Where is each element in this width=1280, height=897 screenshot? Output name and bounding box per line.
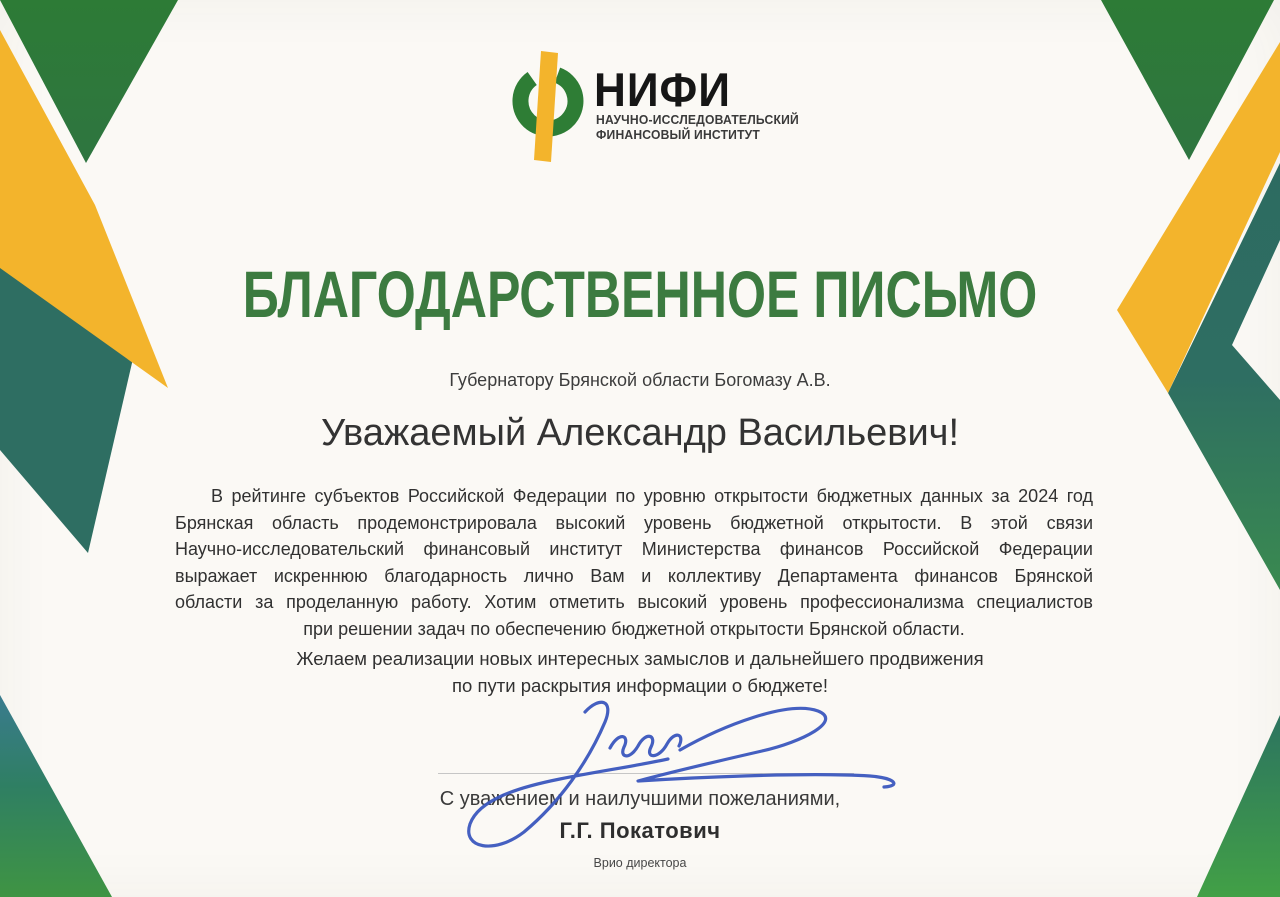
org-name-line1: НАУЧНО-ИССЛЕДОВАТЕЛЬСКИЙ [596,113,799,127]
addressee-line: Губернатору Брянской области Богомазу А.В. [449,370,831,390]
wish-line: по пути раскрытия информации о бюджете! [452,675,828,696]
wish-line: Желаем реализации новых интересных замыслов и дальнейшего продвижения [296,648,984,669]
closing-line: С уважением и наилучшими пожеланиями, [439,788,841,810]
org-full-name [596,113,799,143]
body-paragraph [175,483,1093,642]
salutation-line: Уважаемый Александр Васильевич! [320,412,960,454]
logo-bar-icon [534,51,558,162]
ribbon-right-yellow [1117,42,1280,393]
letter-title: БЛАГОДАРСТВЕННОЕ ПИСЬМО [242,257,1038,331]
ribbon-left-green-triangle [0,0,178,163]
signature-rule [438,773,854,774]
org-short-name: НИФИ [594,63,731,116]
wish-paragraph [0,645,1280,699]
body-line: выражает искреннюю благодарность лично Вам и коллективу Департамента финансов Брянской [175,565,1093,586]
org-name-line2: ФИНАНСОВЫЙ ИНСТИТУТ [596,128,761,142]
body-line: при решении задач по обеспечению бюджетной открытости Брянской области. [303,618,965,639]
ribbon-left-teal [0,120,135,553]
body-line: Научно-исследовательский финансовый институт Министерства финансов Российской Федерации [175,539,1093,559]
ribbon-right-green-triangle [1101,0,1274,160]
ribbon-left-yellow [0,30,168,388]
body-line: В рейтинге субъектов Российской Федерации по уровню открытости бюджетных данных за 2024 год [211,486,1093,506]
body-line: области за проделанную работу. Хотим отметить высокий уровень профессионализма специалистов [175,592,1093,612]
body-line: Брянская область продемонстрировала высокий уровень бюджетной открытости. В этой связи [175,512,1093,533]
signer-title: Врио директора [593,856,687,870]
signer-name: Г.Г. Покатович [559,818,721,843]
